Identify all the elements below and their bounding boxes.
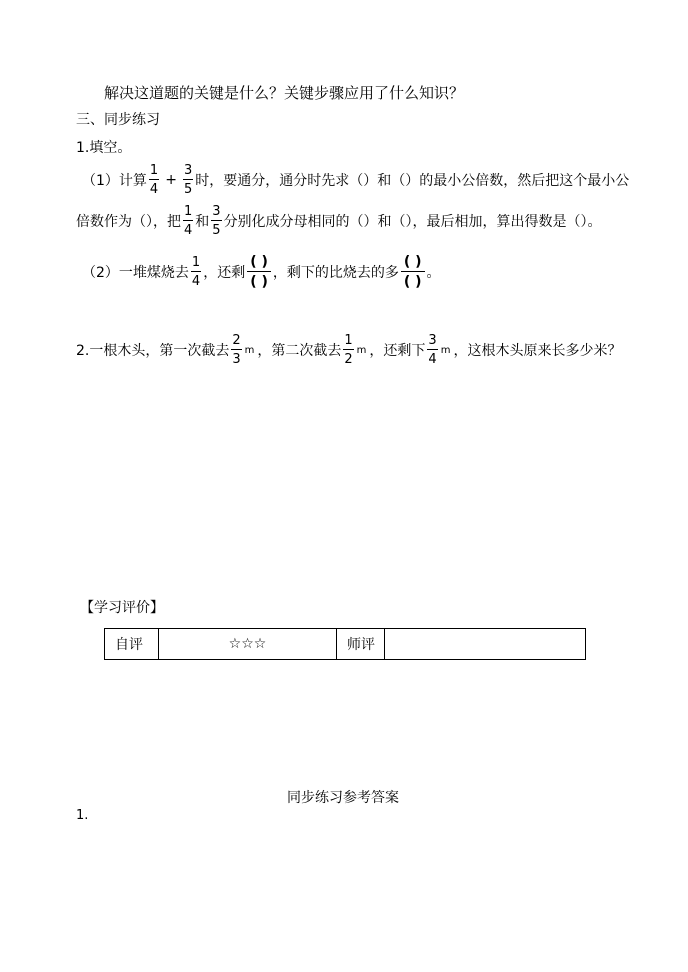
evaluation-title: 【学习评价】 bbox=[80, 600, 164, 616]
part-2-prefix: （2）一堆煤烧去 bbox=[82, 265, 189, 281]
unit-meter-1: m bbox=[244, 344, 255, 356]
part-1-text-1: 时，要通分，通分时先求（）和（）的最小公倍数，然后把这个最小公 bbox=[195, 173, 630, 189]
answers-title: 同步练习参考答案 bbox=[287, 790, 399, 806]
blank-fraction-more[interactable]: $\frac{( )}{( )}$ bbox=[401, 255, 425, 289]
fraction-one-quarter-2: $\frac{1}{4}$ bbox=[184, 204, 193, 238]
unit-meter-3: m bbox=[440, 344, 451, 356]
plus-sign: + bbox=[165, 172, 177, 188]
fraction-three-fifths-2: $\frac{3}{5}$ bbox=[212, 204, 221, 238]
fraction-one-half: $\frac{1}{2}$ bbox=[344, 333, 353, 367]
part-2-text-2: ，剩下的比烧去的多 bbox=[272, 265, 399, 281]
fraction-three-fifths: $\frac{3}{5}$ bbox=[183, 163, 193, 197]
question-1-label: 1.填空。 bbox=[76, 140, 132, 156]
evaluation-table bbox=[104, 628, 586, 660]
teacher-evaluation-label: 师评 bbox=[337, 629, 385, 660]
star-rating[interactable]: ☆☆☆ bbox=[159, 629, 337, 660]
question-2-prefix: 2.一根木头，第一次截去 bbox=[76, 343, 230, 359]
unit-meter-2: m bbox=[356, 344, 367, 356]
question-1-part-1-line-2 bbox=[76, 201, 602, 241]
part-1-text-2a: 倍数作为（），把 bbox=[76, 214, 181, 230]
reflection-question: 解决这道题的关键是什么？关键步骤应用了什么知识？ bbox=[104, 84, 465, 102]
part-1-prefix: （1）计算 bbox=[82, 173, 147, 189]
question-2 bbox=[76, 328, 621, 372]
fraction-three-quarters: $\frac{3}{4}$ bbox=[428, 333, 437, 367]
part-1-text-2b: 分别化成分母相同的（）和（），最后相加，算出得数是（）。 bbox=[223, 214, 602, 230]
teacher-evaluation-value[interactable] bbox=[385, 629, 586, 660]
question-1-part-1-line-1 bbox=[82, 160, 629, 200]
answer-item-1: 1. bbox=[76, 808, 89, 823]
blank-fraction-remaining[interactable]: $\frac{( )}{( )}$ bbox=[247, 255, 271, 289]
and-word: 和 bbox=[195, 214, 210, 230]
fraction-two-thirds: $\frac{2}{3}$ bbox=[232, 333, 241, 367]
question-2-end: ，这根木头原来长多少米？ bbox=[453, 343, 622, 359]
self-evaluation-label: 自评 bbox=[105, 629, 159, 660]
part-2-text-3: 。 bbox=[426, 265, 441, 281]
question-2-mid-2: ，还剩下 bbox=[369, 343, 426, 359]
question-2-mid-1: ，第二次截去 bbox=[257, 343, 342, 359]
part-2-text-1: ，还剩 bbox=[203, 265, 246, 281]
evaluation-row bbox=[105, 629, 586, 660]
question-1-part-2 bbox=[82, 250, 441, 294]
section-title: 三、同步练习 bbox=[76, 112, 160, 128]
fraction-one-quarter-3: $\frac{1}{4}$ bbox=[191, 255, 201, 289]
fraction-one-quarter: $\frac{1}{4}$ bbox=[149, 163, 159, 197]
